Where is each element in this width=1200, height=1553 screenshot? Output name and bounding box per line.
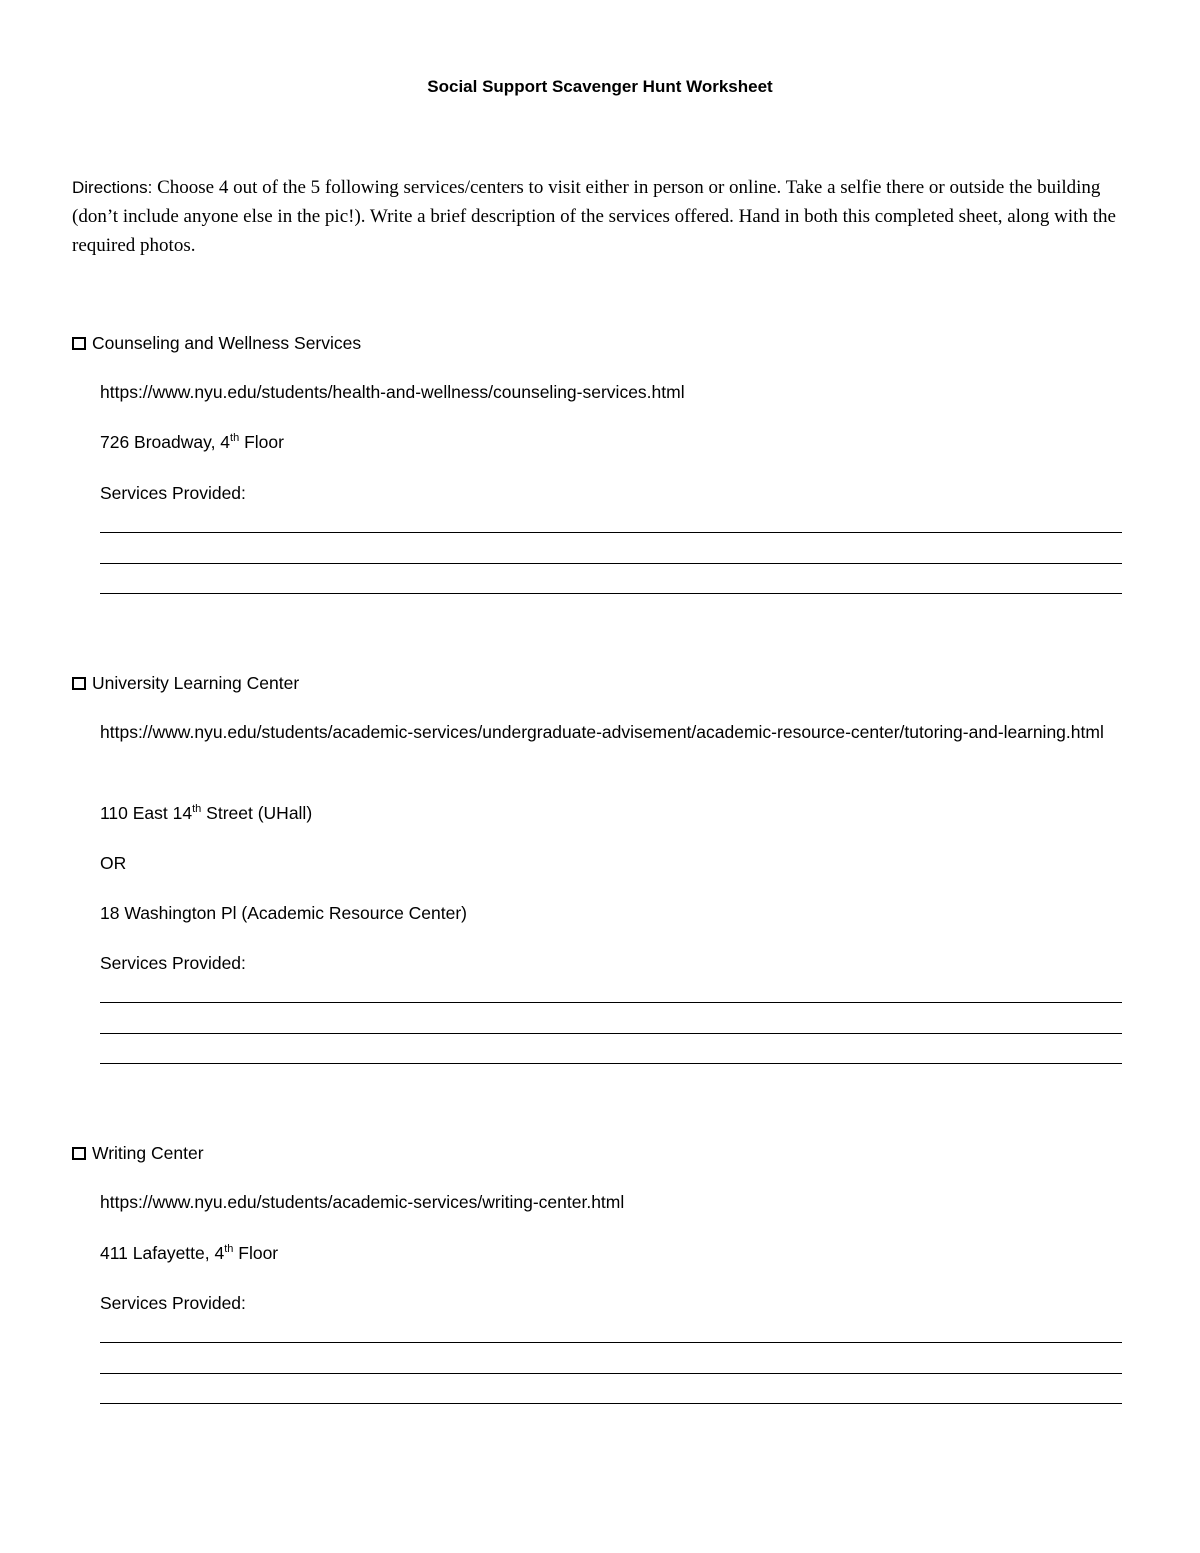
checkbox-icon[interactable] xyxy=(72,677,86,690)
section-learning-center xyxy=(72,672,1122,973)
address-text-end: Floor xyxy=(239,432,284,452)
answer-line[interactable] xyxy=(100,1342,1122,1343)
answer-line[interactable] xyxy=(100,1033,1122,1034)
checkbox-icon[interactable] xyxy=(72,1147,86,1160)
service-address xyxy=(100,427,1122,457)
directions-label: Directions: xyxy=(72,178,153,197)
address-text: 110 East 14 xyxy=(100,803,193,823)
or-label: OR xyxy=(100,853,127,873)
address-superscript: th xyxy=(192,803,202,815)
address-superscript: th xyxy=(224,1243,234,1255)
services-provided-label: Services Provided: xyxy=(100,953,246,973)
section-title: University Learning Center xyxy=(92,673,300,693)
service-address-alt: 18 Washington Pl (Academic Resource Center) xyxy=(100,903,468,923)
address-text-end: Street (UHall) xyxy=(201,803,313,823)
address-text: 411 Lafayette, 4 xyxy=(100,1243,225,1263)
answer-line[interactable] xyxy=(100,532,1122,533)
section-title: Writing Center xyxy=(92,1143,204,1163)
section-counseling xyxy=(72,332,1122,503)
answer-line[interactable] xyxy=(100,1373,1122,1374)
directions-text: Choose 4 out of the 5 following services/centers to visit either in person or online. Take a selfie there or outside the building (don’t include anyone else in the pic!). Write a brief description of the services offered. Hand in both this completed sheet, along with the required photos. xyxy=(72,177,1116,256)
service-url: https://www.nyu.edu/students/academic-services/writing-center.html xyxy=(100,1192,625,1212)
services-provided-label: Services Provided: xyxy=(100,1293,246,1313)
answer-line[interactable] xyxy=(100,563,1122,564)
section-title: Counseling and Wellness Services xyxy=(92,333,362,353)
checkbox-icon[interactable] xyxy=(72,337,86,350)
section-title-row xyxy=(72,1142,1122,1164)
service-address xyxy=(100,1238,1122,1268)
section-writing-center xyxy=(72,1142,1122,1313)
section-title-row xyxy=(72,672,1122,694)
service-url: https://www.nyu.edu/students/health-and-wellness/counseling-services.html xyxy=(100,382,685,402)
service-address xyxy=(100,798,1122,828)
directions-paragraph xyxy=(72,173,1122,260)
answer-line[interactable] xyxy=(100,1063,1122,1064)
page-title: Social Support Scavenger Hunt Worksheet xyxy=(427,77,773,96)
address-text-end: Floor xyxy=(233,1243,279,1263)
section-title-row xyxy=(72,332,1122,354)
answer-line[interactable] xyxy=(100,593,1122,594)
services-provided-label: Services Provided: xyxy=(100,483,246,503)
address-text: 726 Broadway, 4 xyxy=(100,432,231,452)
answer-line[interactable] xyxy=(100,1403,1122,1404)
service-url: https://www.nyu.edu/students/academic-services/undergraduate-advisement/academic-resource-center/tutoring-and-learning.html xyxy=(100,722,1104,742)
address-superscript: th xyxy=(230,432,240,444)
answer-line[interactable] xyxy=(100,1002,1122,1003)
